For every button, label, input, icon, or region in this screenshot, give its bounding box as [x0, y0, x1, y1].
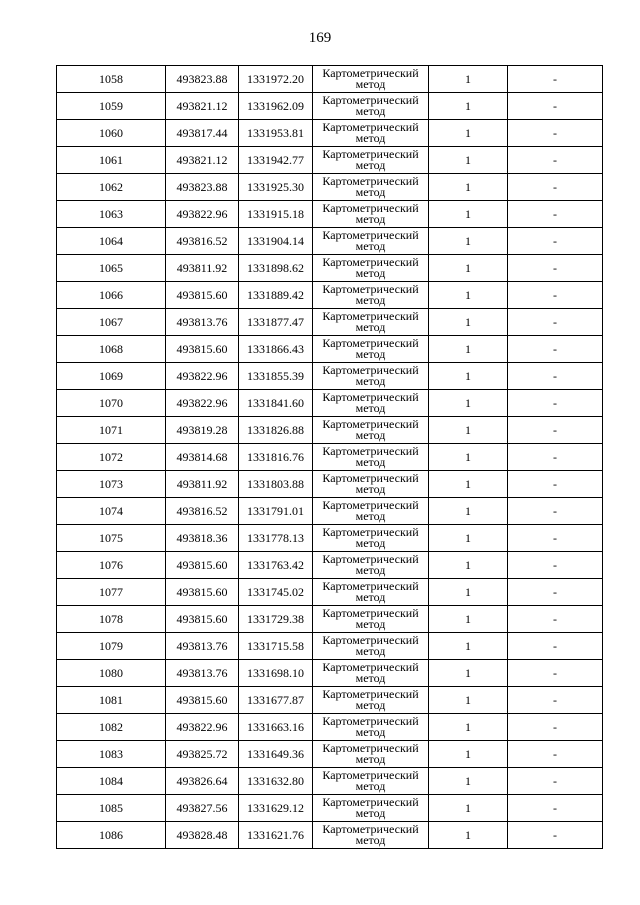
method-cell — [313, 687, 429, 714]
table-row — [57, 633, 603, 660]
point-number-cell: 1071 — [57, 417, 166, 444]
method-line-2: метод — [355, 509, 386, 523]
x-coordinate-cell: 493815.60 — [166, 336, 239, 363]
method-cell — [313, 390, 429, 417]
dash-cell: - — [508, 228, 603, 255]
y-coordinate-cell: 1331698.10 — [239, 660, 313, 687]
y-coordinate-cell: 1331904.14 — [239, 228, 313, 255]
point-number-cell: 1069 — [57, 363, 166, 390]
method-cell — [313, 363, 429, 390]
y-coordinate-cell: 1331816.76 — [239, 444, 313, 471]
x-coordinate-cell: 493822.96 — [166, 363, 239, 390]
x-coordinate-cell: 493821.12 — [166, 147, 239, 174]
table-row — [57, 741, 603, 768]
method-line-2: метод — [355, 563, 386, 577]
count-cell: 1 — [429, 660, 508, 687]
dash-cell: - — [508, 147, 603, 174]
dash-cell: - — [508, 471, 603, 498]
x-coordinate-cell: 493813.76 — [166, 660, 239, 687]
x-coordinate-cell: 493815.60 — [166, 606, 239, 633]
method-line-2: метод — [355, 77, 386, 91]
count-cell: 1 — [429, 390, 508, 417]
table-row — [57, 714, 603, 741]
method-line-1: Картометрический — [322, 768, 419, 782]
page-number: 169 — [308, 30, 332, 46]
method-line-2: метод — [355, 104, 386, 118]
dash-cell: - — [508, 633, 603, 660]
count-cell: 1 — [429, 525, 508, 552]
y-coordinate-cell: 1331629.12 — [239, 795, 313, 822]
table-row — [57, 255, 603, 282]
x-coordinate-cell: 493811.92 — [166, 255, 239, 282]
dash-cell: - — [508, 363, 603, 390]
table-row — [57, 120, 603, 147]
y-coordinate-cell: 1331729.38 — [239, 606, 313, 633]
x-coordinate-cell: 493823.88 — [166, 66, 239, 93]
point-number-cell: 1077 — [57, 579, 166, 606]
dash-cell: - — [508, 201, 603, 228]
method-line-2: метод — [355, 347, 386, 361]
y-coordinate-cell: 1331925.30 — [239, 174, 313, 201]
point-number-cell: 1063 — [57, 201, 166, 228]
method-line-2: метод — [355, 239, 386, 253]
y-coordinate-cell: 1331877.47 — [239, 309, 313, 336]
x-coordinate-cell: 493815.60 — [166, 687, 239, 714]
method-cell — [313, 228, 429, 255]
method-line-2: метод — [355, 401, 386, 415]
count-cell: 1 — [429, 363, 508, 390]
table-row — [57, 147, 603, 174]
method-cell — [313, 336, 429, 363]
table-row — [57, 525, 603, 552]
point-number-cell: 1060 — [57, 120, 166, 147]
y-coordinate-cell: 1331942.77 — [239, 147, 313, 174]
method-line-2: метод — [355, 617, 386, 631]
count-cell: 1 — [429, 147, 508, 174]
y-coordinate-cell: 1331953.81 — [239, 120, 313, 147]
dash-cell: - — [508, 498, 603, 525]
table-row — [57, 660, 603, 687]
method-line-2: метод — [355, 806, 386, 820]
point-number-cell: 1079 — [57, 633, 166, 660]
method-line-2: метод — [355, 158, 386, 172]
point-number-cell: 1084 — [57, 768, 166, 795]
method-line-1: Картометрический — [322, 579, 419, 593]
method-line-1: Картометрический — [322, 174, 419, 188]
method-cell — [313, 714, 429, 741]
x-coordinate-cell: 493818.36 — [166, 525, 239, 552]
count-cell: 1 — [429, 768, 508, 795]
method-line-1: Картометрический — [322, 66, 419, 80]
count-cell: 1 — [429, 714, 508, 741]
table-row — [57, 417, 603, 444]
count-cell: 1 — [429, 606, 508, 633]
count-cell: 1 — [429, 579, 508, 606]
method-line-2: метод — [355, 131, 386, 145]
y-coordinate-cell: 1331855.39 — [239, 363, 313, 390]
x-coordinate-cell: 493821.12 — [166, 93, 239, 120]
dash-cell: - — [508, 390, 603, 417]
y-coordinate-cell: 1331778.13 — [239, 525, 313, 552]
method-line-1: Картометрический — [322, 201, 419, 215]
method-line-1: Картометрический — [322, 147, 419, 161]
table-row — [57, 444, 603, 471]
y-coordinate-cell: 1331649.36 — [239, 741, 313, 768]
count-cell: 1 — [429, 795, 508, 822]
point-number-cell: 1064 — [57, 228, 166, 255]
dash-cell: - — [508, 282, 603, 309]
method-line-2: метод — [355, 752, 386, 766]
dash-cell: - — [508, 120, 603, 147]
count-cell: 1 — [429, 741, 508, 768]
method-line-2: метод — [355, 671, 386, 685]
x-coordinate-cell: 493816.52 — [166, 498, 239, 525]
dash-cell: - — [508, 795, 603, 822]
point-number-cell: 1062 — [57, 174, 166, 201]
y-coordinate-cell: 1331677.87 — [239, 687, 313, 714]
method-line-1: Картометрический — [322, 93, 419, 107]
point-number-cell: 1061 — [57, 147, 166, 174]
method-line-2: метод — [355, 266, 386, 280]
method-line-1: Картометрический — [322, 714, 419, 728]
x-coordinate-cell: 493815.60 — [166, 579, 239, 606]
dash-cell: - — [508, 444, 603, 471]
count-cell: 1 — [429, 687, 508, 714]
point-number-cell: 1066 — [57, 282, 166, 309]
method-line-1: Картометрический — [322, 741, 419, 755]
table-row — [57, 552, 603, 579]
y-coordinate-cell: 1331791.01 — [239, 498, 313, 525]
method-cell — [313, 255, 429, 282]
dash-cell: - — [508, 174, 603, 201]
dash-cell: - — [508, 93, 603, 120]
method-cell — [313, 147, 429, 174]
x-coordinate-cell: 493811.92 — [166, 471, 239, 498]
point-number-cell: 1086 — [57, 822, 166, 849]
x-coordinate-cell: 493823.88 — [166, 174, 239, 201]
table-row — [57, 66, 603, 93]
method-cell — [313, 498, 429, 525]
count-cell: 1 — [429, 66, 508, 93]
method-line-2: метод — [355, 725, 386, 739]
method-line-2: метод — [355, 590, 386, 604]
method-line-1: Картометрический — [322, 255, 419, 269]
method-cell — [313, 120, 429, 147]
method-line-1: Картометрический — [322, 525, 419, 539]
method-cell — [313, 795, 429, 822]
table-row — [57, 579, 603, 606]
method-cell — [313, 471, 429, 498]
dash-cell: - — [508, 741, 603, 768]
dash-cell: - — [508, 822, 603, 849]
method-cell — [313, 417, 429, 444]
count-cell: 1 — [429, 633, 508, 660]
method-line-2: метод — [355, 698, 386, 712]
count-cell: 1 — [429, 255, 508, 282]
table-row — [57, 228, 603, 255]
method-line-1: Картометрический — [322, 282, 419, 296]
point-number-cell: 1065 — [57, 255, 166, 282]
method-line-1: Картометрический — [322, 471, 419, 485]
table-row — [57, 471, 603, 498]
x-coordinate-cell: 493826.64 — [166, 768, 239, 795]
method-cell — [313, 525, 429, 552]
method-line-1: Картометрический — [322, 795, 419, 809]
method-line-1: Картометрический — [322, 336, 419, 350]
point-number-cell: 1081 — [57, 687, 166, 714]
method-line-1: Картометрический — [322, 498, 419, 512]
x-coordinate-cell: 493822.96 — [166, 390, 239, 417]
x-coordinate-cell: 493814.68 — [166, 444, 239, 471]
y-coordinate-cell: 1331915.18 — [239, 201, 313, 228]
y-coordinate-cell: 1331632.80 — [239, 768, 313, 795]
method-line-2: метод — [355, 644, 386, 658]
y-coordinate-cell: 1331972.20 — [239, 66, 313, 93]
method-line-1: Картометрический — [322, 120, 419, 134]
y-coordinate-cell: 1331763.42 — [239, 552, 313, 579]
table-row — [57, 282, 603, 309]
method-line-2: метод — [355, 536, 386, 550]
x-coordinate-cell: 493819.28 — [166, 417, 239, 444]
method-line-2: метод — [355, 455, 386, 469]
method-line-1: Картометрический — [322, 363, 419, 377]
method-cell — [313, 660, 429, 687]
table-row — [57, 363, 603, 390]
point-number-cell: 1076 — [57, 552, 166, 579]
count-cell: 1 — [429, 93, 508, 120]
method-line-2: метод — [355, 293, 386, 307]
point-number-cell: 1078 — [57, 606, 166, 633]
method-line-2: метод — [355, 482, 386, 496]
dash-cell: - — [508, 309, 603, 336]
point-number-cell: 1075 — [57, 525, 166, 552]
table-row — [57, 687, 603, 714]
dash-cell: - — [508, 336, 603, 363]
count-cell: 1 — [429, 309, 508, 336]
point-number-cell: 1058 — [57, 66, 166, 93]
table-row — [57, 336, 603, 363]
y-coordinate-cell: 1331745.02 — [239, 579, 313, 606]
y-coordinate-cell: 1331889.42 — [239, 282, 313, 309]
table-row — [57, 93, 603, 120]
method-cell — [313, 606, 429, 633]
method-cell — [313, 66, 429, 93]
x-coordinate-cell: 493815.60 — [166, 282, 239, 309]
method-line-2: метод — [355, 212, 386, 226]
method-cell — [313, 444, 429, 471]
method-line-1: Картометрический — [322, 822, 419, 836]
method-cell — [313, 552, 429, 579]
method-cell — [313, 579, 429, 606]
method-cell — [313, 768, 429, 795]
dash-cell: - — [508, 66, 603, 93]
dash-cell: - — [508, 687, 603, 714]
point-number-cell: 1070 — [57, 390, 166, 417]
table-row — [57, 498, 603, 525]
method-line-1: Картометрический — [322, 390, 419, 404]
method-cell — [313, 93, 429, 120]
x-coordinate-cell: 493827.56 — [166, 795, 239, 822]
method-line-2: метод — [355, 374, 386, 388]
table-row — [57, 309, 603, 336]
y-coordinate-cell: 1331803.88 — [239, 471, 313, 498]
method-line-1: Картометрический — [322, 552, 419, 566]
point-number-cell: 1059 — [57, 93, 166, 120]
table-row — [57, 606, 603, 633]
dash-cell: - — [508, 525, 603, 552]
point-number-cell: 1074 — [57, 498, 166, 525]
method-line-1: Картометрический — [322, 417, 419, 431]
y-coordinate-cell: 1331621.76 — [239, 822, 313, 849]
dash-cell: - — [508, 552, 603, 579]
count-cell: 1 — [429, 174, 508, 201]
table-row — [57, 822, 603, 849]
method-cell — [313, 282, 429, 309]
table-row — [57, 174, 603, 201]
method-cell — [313, 633, 429, 660]
y-coordinate-cell: 1331962.09 — [239, 93, 313, 120]
table-row — [57, 201, 603, 228]
x-coordinate-cell: 493825.72 — [166, 741, 239, 768]
point-number-cell: 1073 — [57, 471, 166, 498]
method-line-1: Картометрический — [322, 687, 419, 701]
count-cell: 1 — [429, 120, 508, 147]
count-cell: 1 — [429, 471, 508, 498]
y-coordinate-cell: 1331715.58 — [239, 633, 313, 660]
y-coordinate-cell: 1331898.62 — [239, 255, 313, 282]
x-coordinate-cell: 493813.76 — [166, 633, 239, 660]
y-coordinate-cell: 1331841.60 — [239, 390, 313, 417]
dash-cell: - — [508, 768, 603, 795]
point-number-cell: 1083 — [57, 741, 166, 768]
x-coordinate-cell: 493813.76 — [166, 309, 239, 336]
y-coordinate-cell: 1331663.16 — [239, 714, 313, 741]
point-number-cell: 1067 — [57, 309, 166, 336]
method-line-2: метод — [355, 779, 386, 793]
dash-cell: - — [508, 579, 603, 606]
x-coordinate-cell: 493822.96 — [166, 714, 239, 741]
dash-cell: - — [508, 606, 603, 633]
dash-cell: - — [508, 255, 603, 282]
x-coordinate-cell: 493822.96 — [166, 201, 239, 228]
point-number-cell: 1082 — [57, 714, 166, 741]
method-line-1: Картометрический — [322, 444, 419, 458]
count-cell: 1 — [429, 822, 508, 849]
method-line-1: Картометрический — [322, 228, 419, 242]
count-cell: 1 — [429, 282, 508, 309]
coordinates-table-body — [57, 66, 603, 849]
x-coordinate-cell: 493816.52 — [166, 228, 239, 255]
count-cell: 1 — [429, 498, 508, 525]
table-row — [57, 795, 603, 822]
point-number-cell: 1072 — [57, 444, 166, 471]
count-cell: 1 — [429, 444, 508, 471]
x-coordinate-cell: 493828.48 — [166, 822, 239, 849]
table-row — [57, 390, 603, 417]
method-line-1: Картометрический — [322, 633, 419, 647]
point-number-cell: 1068 — [57, 336, 166, 363]
method-line-1: Картометрический — [322, 309, 419, 323]
coordinates-table — [56, 65, 603, 849]
point-number-cell: 1085 — [57, 795, 166, 822]
dash-cell: - — [508, 417, 603, 444]
table-row — [57, 768, 603, 795]
dash-cell: - — [508, 714, 603, 741]
method-line-2: метод — [355, 833, 386, 847]
y-coordinate-cell: 1331826.88 — [239, 417, 313, 444]
count-cell: 1 — [429, 228, 508, 255]
count-cell: 1 — [429, 417, 508, 444]
x-coordinate-cell: 493817.44 — [166, 120, 239, 147]
y-coordinate-cell: 1331866.43 — [239, 336, 313, 363]
count-cell: 1 — [429, 552, 508, 579]
point-number-cell: 1080 — [57, 660, 166, 687]
x-coordinate-cell: 493815.60 — [166, 552, 239, 579]
method-line-2: метод — [355, 320, 386, 334]
method-cell — [313, 309, 429, 336]
count-cell: 1 — [429, 336, 508, 363]
method-line-1: Картометрический — [322, 606, 419, 620]
count-cell: 1 — [429, 201, 508, 228]
dash-cell: - — [508, 660, 603, 687]
method-cell — [313, 201, 429, 228]
method-cell — [313, 741, 429, 768]
method-cell — [313, 174, 429, 201]
method-line-1: Картометрический — [322, 660, 419, 674]
method-line-2: метод — [355, 428, 386, 442]
method-cell — [313, 822, 429, 849]
method-line-2: метод — [355, 185, 386, 199]
